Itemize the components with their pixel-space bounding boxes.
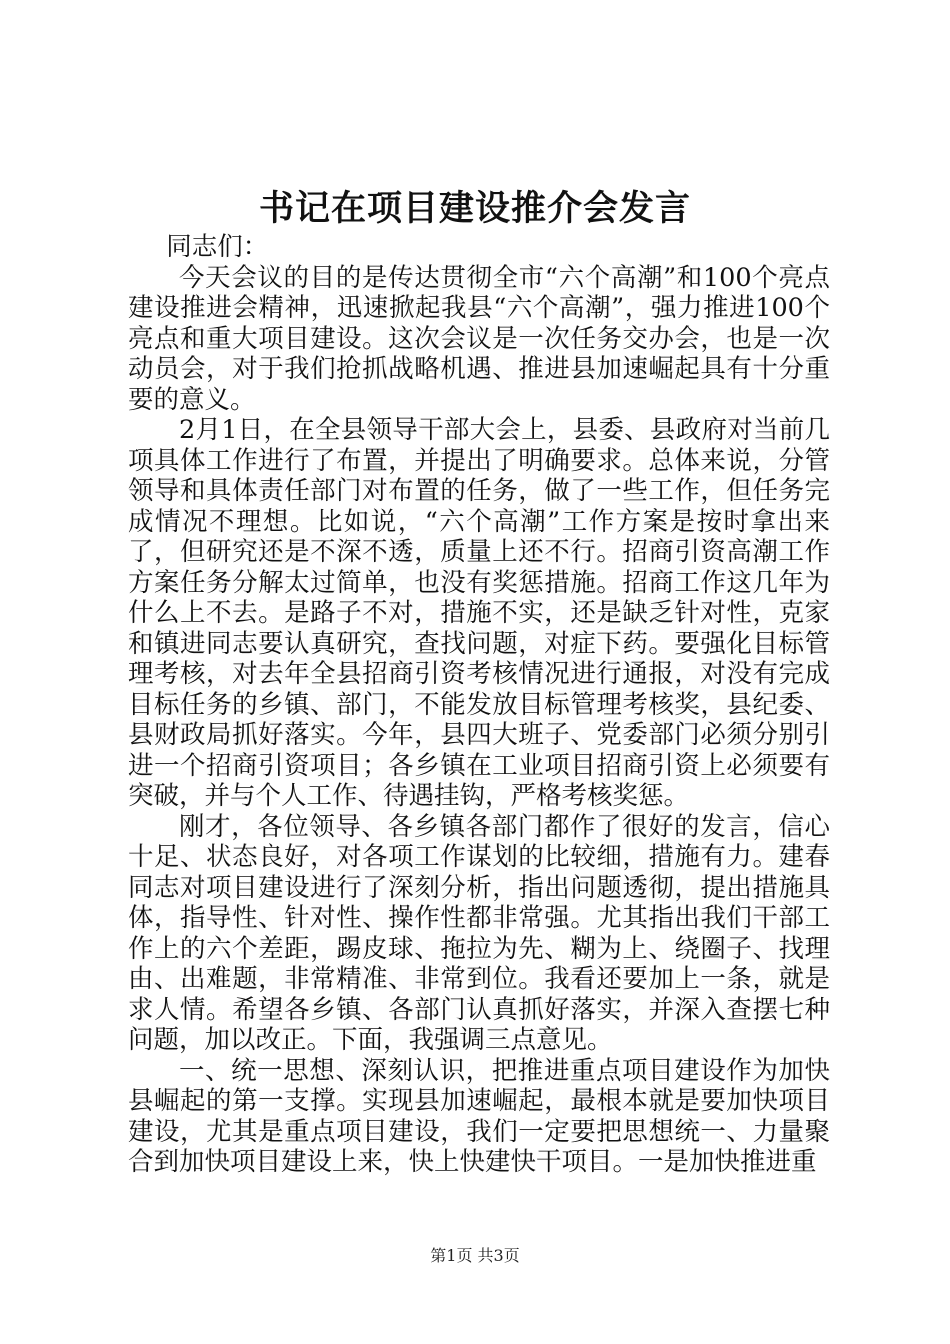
greeting-line: 同志们：: [166, 232, 269, 262]
page-number-indicator: 第1页 共3页: [430, 1246, 520, 1265]
body-paragraph: 刚才，各位领导、各乡镇各部门都作了很好的发言，信心十足、状态良好，对各项工作谋划的比较细，措施有力。建春同志对项目建设进行了深刻分析，指出问题透彻，提出措施具体，指导性、针对性、操作性都非常强。尤其指出我们干部工作上的六个差距，踢皮球、拖拉为先、糊为上、绕圈子、找理由、出难题，非常精准、非常到位。我看还要加上一条，就是求人情。希望各乡镇、各部门认真抓好落实，并深入查摆七种问题，加以改正。下面，我强调三点意见。: [128, 811, 830, 1055]
page-footer: [0, 1245, 950, 1267]
document-body: [128, 232, 830, 1178]
document-title: 书记在项目建设推介会发言: [258, 188, 691, 229]
body-paragraph: 一、统一思想、深刻认识，把推进重点项目建设作为加快县崛起的第一支撑。实现县加速崛起，最根本就是要加快项目建设，尤其是重点项目建设，我们一定要把思想统一、力量聚合到加快项目建设上来，快上快建快干项目。一是加快推进重: [128, 1055, 830, 1177]
body-paragraph: 今天会议的目的是传达贯彻全市“六个高潮”和100个亮点建设推进会精神，迅速掀起我县“六个高潮”，强力推进100个亮点和重大项目建设。这次会议是一次任务交办会，也是一次动员会，对于我们抢抓战略机遇、推进县加速崛起具有十分重要的意义。: [128, 262, 830, 415]
body-paragraph: 2月1日，在全县领导干部大会上，县委、县政府对当前几项具体工作进行了布置，并提出了明确要求。总体来说，分管领导和具体责任部门对布置的任务，做了一些工作，但任务完成情况不理想。比如说，“六个高潮”工作方案是按时拿出来了，但研究还是不深不透，质量上还不行。招商引资高潮工作方案任务分解太过简单，也没有奖惩措施。招商工作这几年为什么上不去。是路子不对，措施不实，还是缺乏针对性，克家和镇进同志要认真研究，查找问题，对症下药。要强化目标管理考核，对去年全县招商引资考核情况进行通报，对没有完成目标任务的乡镇、部门，不能发放目标管理考核奖，县纪委、县财政局抓好落实。今年，县四大班子、党委部门必须分别引进一个招商引资项目；各乡镇在工业项目招商引资上必须要有突破，并与个人工作、待遇挂钩，严格考核奖惩。: [128, 415, 830, 811]
